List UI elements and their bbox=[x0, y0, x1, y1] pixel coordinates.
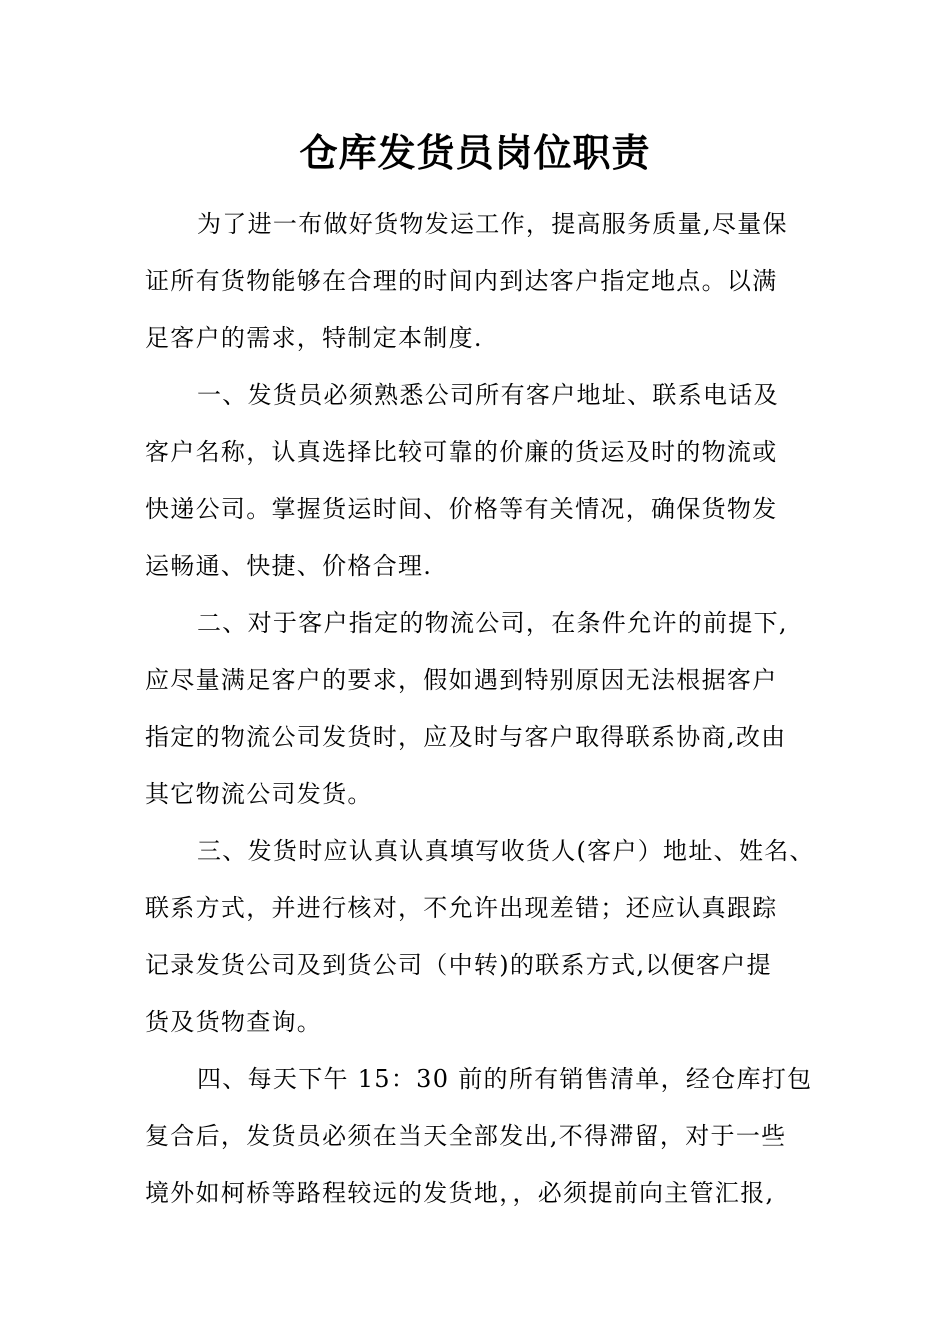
paragraph-item-2 bbox=[145, 595, 813, 823]
paragraph-line: 证所有货物能够在合理的时间内到达客户指定地点。以满 bbox=[145, 267, 778, 295]
paragraph-line: 足客户的需求，特制定本制度. bbox=[145, 324, 483, 352]
paragraph-line: 货及货物查询。 bbox=[145, 1008, 323, 1036]
paragraph-item-4 bbox=[145, 1051, 813, 1222]
paragraph-line: 境外如柯桥等路程较远的发货地，，必须提前向主管汇报, bbox=[145, 1179, 775, 1207]
paragraph-line: 三、发货时应认真认真填写收货人(客户）地址、姓名、 bbox=[197, 837, 815, 865]
paragraph-line: 快递公司。掌握货运时间、价格等有关情况，确保货物发 bbox=[145, 495, 778, 523]
paragraph-item-3 bbox=[145, 823, 813, 1051]
paragraph-line: 一、发货员必须熟悉公司所有客户地址、联系电话及 bbox=[197, 381, 779, 409]
paragraph-line: 其它物流公司发货。 bbox=[145, 780, 373, 808]
paragraph-line: 客户名称，认真选择比较可靠的价廉的货运及时的物流或 bbox=[145, 438, 778, 466]
paragraph-line: 指定的物流公司发货时，应及时与客户取得联系协商,改由 bbox=[145, 723, 787, 751]
paragraph-line: 二、对于客户指定的物流公司，在条件允许的前提下, bbox=[197, 609, 788, 637]
document-body bbox=[145, 196, 813, 1222]
paragraph-line: 四、每天下午 15：30 前的所有销售清单，经仓库打包 bbox=[197, 1065, 813, 1093]
paragraph-line: 记录发货公司及到货公司（中转)的联系方式,以便客户提 bbox=[145, 951, 772, 979]
paragraph-intro bbox=[145, 196, 813, 367]
paragraph-line: 复合后，发货员必须在当天全部发出,不得滞留，对于一些 bbox=[145, 1122, 787, 1150]
paragraph-line: 为了进一布做好货物发运工作，提高服务质量,尽量保 bbox=[197, 210, 788, 238]
document-title: 仓库发货员岗位职责 bbox=[299, 131, 651, 175]
paragraph-line: 应尽量满足客户的要求，假如遇到特别原因无法根据客户 bbox=[145, 666, 778, 694]
paragraph-line: 运畅通、快捷、价格合理. bbox=[145, 552, 433, 580]
paragraph-line: 联系方式，并进行核对，不允许出现差错；还应认真跟踪 bbox=[145, 894, 778, 922]
paragraph-item-1 bbox=[145, 367, 813, 595]
